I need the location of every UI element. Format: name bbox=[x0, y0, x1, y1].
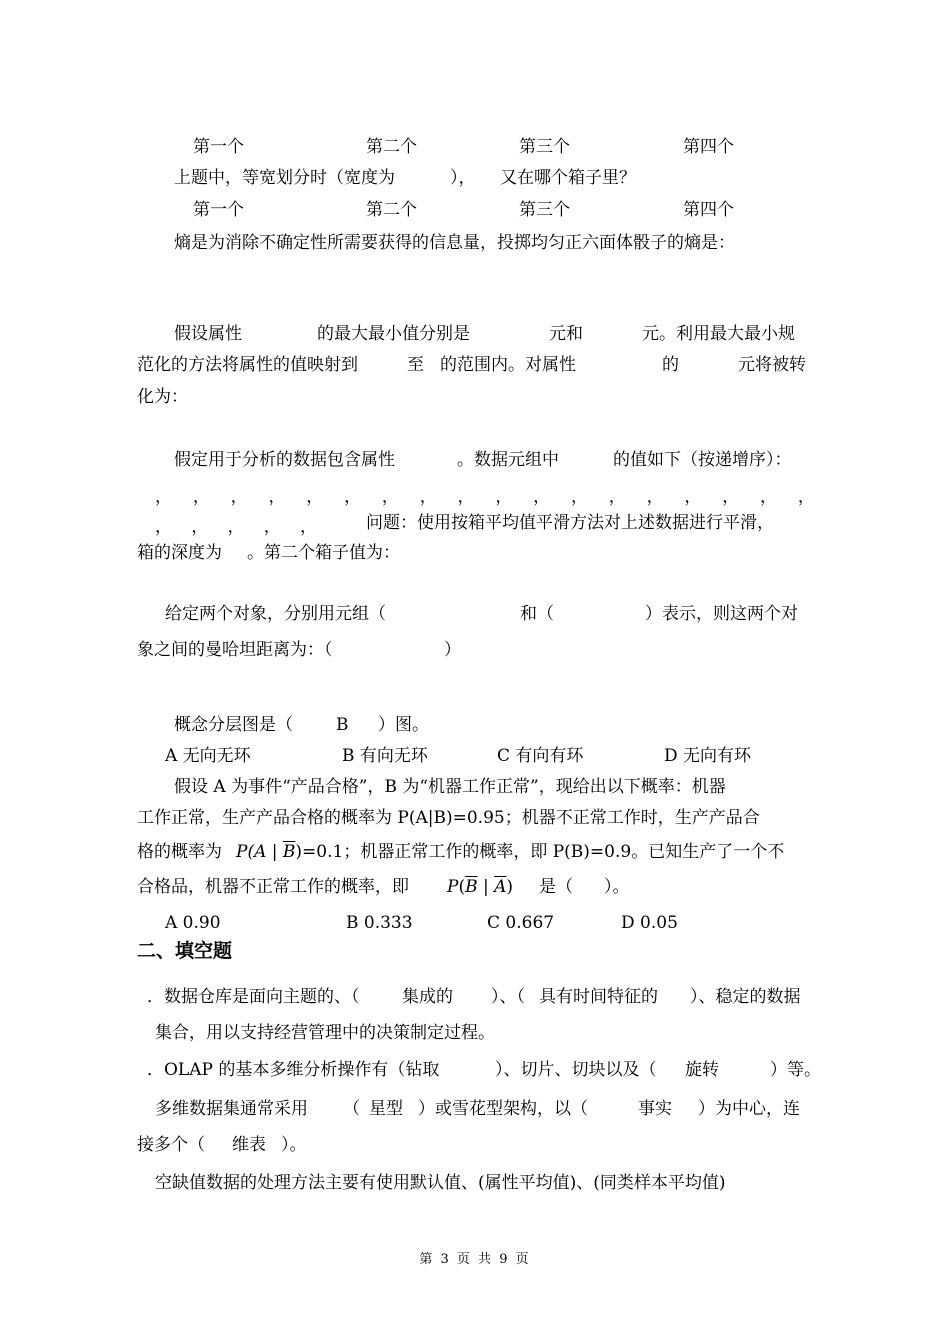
question-text: 给定两个对象，分别用元组（ bbox=[165, 604, 386, 624]
question-text: 的 bbox=[662, 355, 679, 375]
question-text: 是（ bbox=[539, 877, 573, 897]
question-text: 元将被转 bbox=[738, 355, 806, 375]
answer-text: 旋转 bbox=[685, 1060, 719, 1080]
question-text: ）图。 bbox=[378, 715, 429, 735]
question-prob-line-4 bbox=[0, 876, 950, 898]
question-text: 又在哪个箱子里？ bbox=[500, 168, 636, 188]
value-separator: ， bbox=[230, 487, 248, 507]
section-heading-fill-in: 二、填空题 bbox=[137, 940, 233, 962]
fill-q3-line-2 bbox=[0, 1134, 950, 1156]
question-text: 的值如下（按递增序）： bbox=[613, 450, 792, 470]
question-text: 元。利用最大最小规 bbox=[642, 324, 795, 344]
value-separator: ， bbox=[155, 487, 172, 507]
question-boxes-options-a bbox=[0, 136, 950, 158]
math-symbol-complement: $\overline{B}$ bbox=[465, 877, 478, 897]
fill-q1-line-2: 集合，用以支持经营管理中的决策制定过程。 bbox=[155, 1023, 495, 1043]
math-symbol: ) bbox=[506, 877, 514, 897]
option-c: C 0.667 bbox=[487, 913, 555, 933]
question-minmax-line-3: 化为： bbox=[137, 387, 188, 407]
option-b: B 0.333 bbox=[346, 913, 413, 933]
value-separator: ， bbox=[155, 517, 172, 537]
question-text: ）、稳定的数据 bbox=[690, 987, 801, 1007]
math-symbol: P bbox=[236, 842, 248, 862]
question-hierarchy-stem bbox=[0, 714, 950, 736]
question-text: 格的概率为 bbox=[137, 842, 222, 862]
question-text: ） bbox=[444, 640, 461, 660]
math-symbol-complement: $\overline{B}$ bbox=[282, 842, 296, 862]
fill-q4: 空缺值数据的处理方法主要有使用默认值、(属性平均值)、(同类样本平均值) bbox=[155, 1173, 726, 1193]
value-separator: ， bbox=[381, 487, 399, 507]
option-box-1: 第一个 bbox=[193, 137, 244, 157]
question-text: ）等。 bbox=[770, 1060, 821, 1080]
option-box-4: 第四个 bbox=[683, 137, 734, 157]
fill-q3-line-1 bbox=[0, 1098, 950, 1120]
value-separator: ， bbox=[344, 487, 362, 507]
fill-q2 bbox=[0, 1059, 950, 1081]
value-separator: ， bbox=[306, 487, 324, 507]
question-binning-line-3: 问题：使用按箱平均值平滑方法对上述数据进行平滑， bbox=[366, 513, 774, 533]
math-symbol: ( bbox=[458, 877, 466, 897]
question-text: （ bbox=[343, 1099, 360, 1119]
question-prob-line-3 bbox=[0, 841, 950, 863]
math-symbol: (A | bbox=[247, 842, 283, 862]
answer-text: B bbox=[336, 715, 349, 735]
answer-text: 具有时间特征的 bbox=[539, 987, 658, 1007]
question-text: 接多个（ bbox=[137, 1135, 205, 1155]
question-text: ．数据仓库是面向主题的、（ bbox=[147, 987, 360, 1007]
value-separator: ， bbox=[300, 517, 317, 537]
value-separator: ， bbox=[533, 487, 551, 507]
question-entropy: 熵是为消除不确定性所需要获得的信息量，投掷均匀正六面体骰子的熵是： bbox=[174, 233, 735, 253]
option-box-3: 第三个 bbox=[519, 137, 570, 157]
question-text: 。数据元组中 bbox=[457, 450, 559, 470]
option-box-4: 第四个 bbox=[683, 200, 734, 220]
answer-text: 星型 bbox=[369, 1099, 403, 1119]
option-box-2: 第二个 bbox=[366, 137, 417, 157]
question-prob-line-1: 假设 A 为事件“产品合格”，B 为“机器工作正常”，现给出以下概率：机器 bbox=[174, 777, 726, 797]
math-symbol-complement: $\overline{A}$ bbox=[494, 877, 507, 897]
question-text: ）， bbox=[450, 168, 476, 188]
value-separator: ， bbox=[570, 487, 588, 507]
math-symbol: P bbox=[447, 877, 459, 897]
page-number-footer: 第 3 页 共 9 页 bbox=[419, 1252, 531, 1267]
question-text: 合格品，机器不正常工作的概率，即 bbox=[137, 877, 409, 897]
math-symbol: ) bbox=[295, 842, 303, 862]
option-a: A 无向无环 bbox=[165, 746, 251, 766]
question-text: 范化的方法将属性的值映射到 bbox=[137, 355, 358, 375]
question-text: 假设属性 bbox=[174, 324, 242, 344]
data-value-separators-row-2 bbox=[155, 512, 317, 537]
question-manhattan-line-2 bbox=[0, 639, 950, 661]
question-boxes-options-b bbox=[0, 199, 950, 221]
question-binning-line-1 bbox=[0, 449, 950, 471]
question-text: ．OLAP 的基本多维分析操作有（钻取 bbox=[147, 1060, 440, 1080]
question-text: 上题中，等宽划分时（宽度为 bbox=[174, 168, 395, 188]
question-equal-width bbox=[0, 167, 950, 189]
question-text: ）、切片、切块以及（ bbox=[495, 1060, 657, 1080]
value-separator: ， bbox=[760, 487, 777, 507]
option-d: D 无向有环 bbox=[664, 746, 752, 766]
answer-text: 维表 bbox=[232, 1135, 266, 1155]
question-text: ）表示，则这两个对 bbox=[645, 604, 798, 624]
value-separator: ， bbox=[268, 487, 286, 507]
value-separator: ， bbox=[646, 487, 664, 507]
math-expression bbox=[447, 876, 513, 898]
value-separator: ， bbox=[191, 517, 209, 537]
value-separator: ， bbox=[457, 487, 475, 507]
option-box-3: 第三个 bbox=[519, 200, 570, 220]
value-separator: ， bbox=[684, 487, 702, 507]
question-hierarchy-options bbox=[0, 745, 950, 767]
question-text: 概念分层图是（ bbox=[174, 715, 293, 735]
value-separator: ， bbox=[227, 517, 245, 537]
value-separator: ， bbox=[495, 487, 513, 507]
question-text: ）。 bbox=[604, 877, 630, 897]
question-minmax-line-2 bbox=[0, 354, 950, 376]
math-expression bbox=[236, 841, 784, 863]
question-text: 的最大最小值分别是 bbox=[317, 324, 470, 344]
question-binning-line-4 bbox=[0, 542, 950, 564]
data-value-separators-row-1 bbox=[155, 482, 815, 507]
question-text: 和（ bbox=[520, 604, 554, 624]
answer-text: 事实 bbox=[638, 1099, 672, 1119]
question-prob-line-2: 工作正常，生产产品合格的概率为 P(A|B)=0.95；机器不正常工作时，生产产品合 bbox=[137, 808, 760, 828]
question-prob-options bbox=[0, 912, 950, 934]
value-separator: ， bbox=[797, 487, 815, 507]
question-text: =0.1；机器正常工作的概率，即 P(B)=0.9。已知生产了一个不 bbox=[302, 842, 785, 862]
question-text: ）。 bbox=[281, 1135, 307, 1155]
value-separator: ， bbox=[419, 487, 437, 507]
question-minmax-line-1 bbox=[0, 323, 950, 345]
option-box-1: 第一个 bbox=[193, 200, 244, 220]
fill-q1-line-1 bbox=[0, 986, 950, 1008]
question-text: 多维数据集通常采用 bbox=[155, 1099, 308, 1119]
question-text: 元和 bbox=[549, 324, 583, 344]
option-d: D 0.05 bbox=[621, 913, 678, 933]
question-text: 箱的深度为 bbox=[137, 543, 222, 563]
answer-text: 集成的 bbox=[402, 987, 453, 1007]
question-text: 至 bbox=[407, 355, 424, 375]
value-separator: ， bbox=[263, 517, 281, 537]
question-manhattan-line-1 bbox=[0, 603, 950, 625]
option-a: A 0.90 bbox=[165, 913, 221, 933]
option-b: B 有向无环 bbox=[342, 746, 428, 766]
question-text: ）或雪花型架构，以（ bbox=[418, 1099, 588, 1119]
question-text: 。第二个箱子值为： bbox=[247, 543, 400, 563]
value-separator: ， bbox=[192, 487, 210, 507]
value-separator: ， bbox=[608, 487, 626, 507]
question-text: 假定用于分析的数据包含属性 bbox=[174, 450, 395, 470]
question-text: ）为中心，连 bbox=[698, 1099, 800, 1119]
math-symbol: | bbox=[477, 877, 495, 897]
question-text: 的范围内。对属性 bbox=[440, 355, 576, 375]
value-separator: ， bbox=[722, 487, 740, 507]
question-text: ）、（ bbox=[491, 987, 525, 1007]
option-box-2: 第二个 bbox=[366, 200, 417, 220]
option-c: C 有向有环 bbox=[497, 746, 584, 766]
question-text: 象之间的曼哈坦距离为：（ bbox=[137, 640, 333, 660]
